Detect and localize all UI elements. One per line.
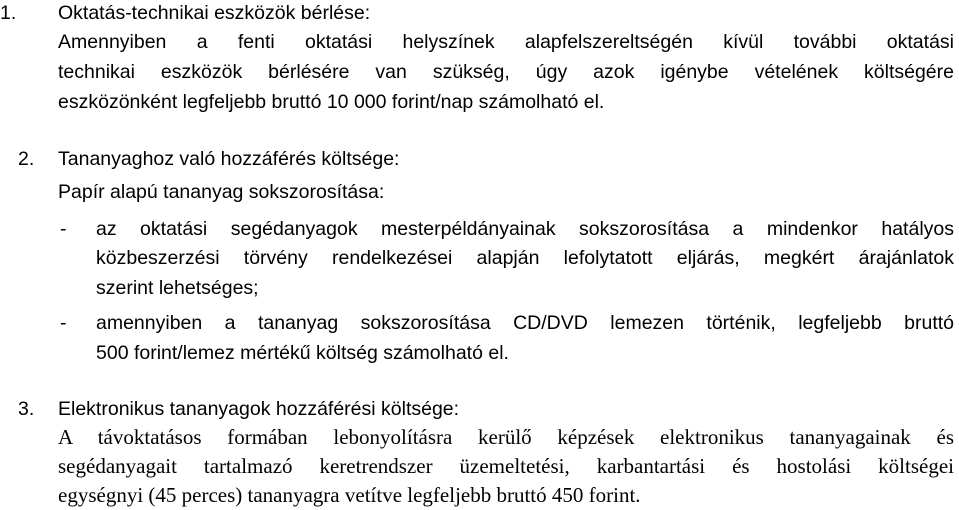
section-2-title: Tananyaghoz való hozzáférés költsége: [58,148,400,170]
section-1-line-2: technikai eszközök bérlésére van szükség, úgy azok igénybe vételének költségére [58,61,954,83]
section-2-number: 2. [18,148,35,170]
section-3-line-3: egységnyi (45 perces) tananyagra vetítve legfeljebb bruttó 450 forint. [58,483,641,507]
section-3-line-1: A távoktatásos formában lebonyolításra kerülő képzések elektronikus tananyagainak és [58,425,954,449]
section-1-title: Oktatás-technikai eszközök bérlése: [58,2,371,24]
bullet-1-line-2: közbeszerzési törvény rendelkezései alapján lefolytatott eljárás, megkért árajánlatok [96,247,954,269]
section-3-number: 3. [18,398,35,420]
section-3-line-2: segédanyagait tartalmazó keretrendszer üzemeltetési, karbantartási és hostolási költségei [58,454,954,478]
bullet-1-line-3: szerint lehetséges; [96,277,259,299]
section-1-line-3: eszközönként legfeljebb bruttó 10 000 forint/nap számolható el. [58,91,605,113]
section-3-title: Elektronikus tananyagok hozzáférési költsége: [58,398,460,420]
bullet-2-line-2: 500 forint/lemez mértékű költség számolható el. [96,342,509,364]
section-1-line-1: Amennyiben a fenti oktatási helyszínek alapfelszereltségén kívül további oktatási [58,31,954,53]
bullet-1-line-1: az oktatási segédanyagok mesterpéldányainak sokszorosítása a mindenkor hatályos [96,218,954,240]
bullet-2-dash: - [60,312,67,334]
bullet-1-dash: - [60,218,67,240]
section-1-number: 1. [0,2,17,24]
bullet-2-line-1: amennyiben a tananyag sokszorosítása CD/DVD lemezen történik, legfeljebb bruttó [96,312,954,334]
section-2-subtitle: Papír alapú tananyag sokszorosítása: [58,181,385,203]
